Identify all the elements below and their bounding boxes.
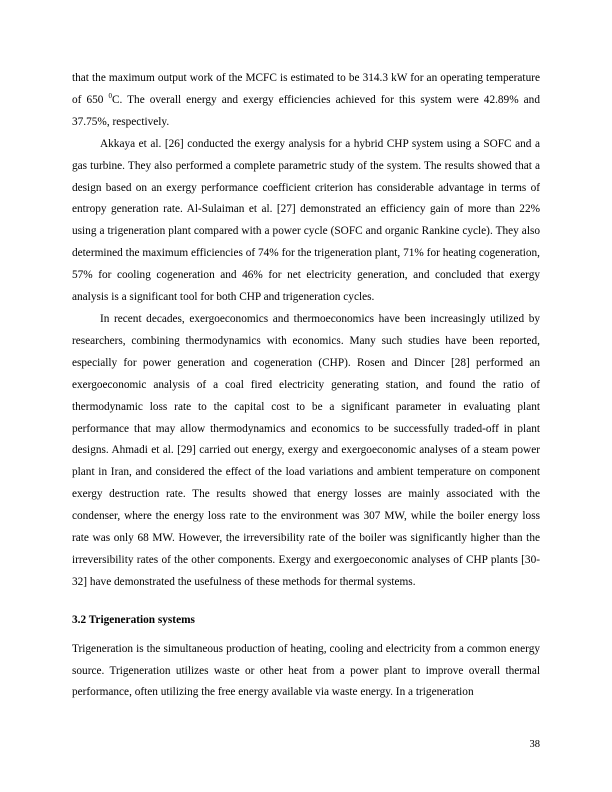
paragraph-exergoeconomics: In recent decades, exergoeconomics and thermoeconomics have been increasingly utilized by researchers, combining thermodynamics with economics. Many such studies have been reported, especially for power generation and cogeneration (CHP). Rosen and Dincer [28] performed an exergoeconomic analysis of a coal fired electricity generating station, and found the ratio of thermodynamic loss rate to the capital cost to be a significant parameter in evaluating plant performance that may allow thermodynamics and economics to be successfully traded-off in plant designs. Ahmadi et al. [29] carried out energy, exergy and exergoeconomic analyses of a steam power plant in Iran, and considered the effect of the load variations and ambient temperature on component exergy destruction rate. The results showed that energy losses are mainly associated with the condenser, where the energy loss rate to the environment was 307 MW, while the boiler energy loss rate was only 68 MW. However, the irreversibility rate of the boiler was significantly higher than the irreversibility rates of the other components. Exergy and exergoeconomic analyses of CHP plants [30-32] have demonstrated the usefulness of these methods for thermal systems. [72, 312, 540, 588]
paragraph-mcfc-results [72, 68, 540, 134]
paragraph-akkaya: Akkaya et al. [26] conducted the exergy analysis for a hybrid CHP system using a SOFC and a gas turbine. They also performed a complete parametric study of the system. The results showed that a design based on an exergy performance coefficient criterion has considerable advantage in terms of entropy generation rate. Al-Sulaiman et al. [27] demonstrated an efficiency gain of more than 22% using a trigeneration plant compared with a power cycle (SOFC and organic Rankine cycle). They also determined the maximum efficiencies of 74% for the trigeneration plant, 71% for heating cogeneration, 57% for cooling cogeneration and 46% for net electricity generation, and concluded that exergy analysis is a significant tool for both CHP and trigeneration cycles. [72, 137, 540, 304]
section-heading: 3.2 Trigeneration systems [72, 613, 195, 626]
page-number: 38 [529, 739, 540, 750]
degree-superscript: 0 [108, 92, 112, 101]
body-text [72, 68, 540, 704]
paragraph-mcfc-text-b: C. The overall energy and exergy efficiencies achieved for this system were 42.89% and 37.75%, respectively. [72, 93, 540, 128]
paragraph-mcfc-text-a: that the maximum output work of the MCFC is estimated to be 314.3 kW for an operating temperature of 650 [72, 72, 540, 106]
paragraph-trigeneration-intro: Trigeneration is the simultaneous production of heating, cooling and electricity from a common energy source. Trigeneration utilizes waste or other heat from a power plant to improve overall thermal performance, often utilizing the free energy available via waste energy. In a trigeneration [72, 642, 540, 699]
